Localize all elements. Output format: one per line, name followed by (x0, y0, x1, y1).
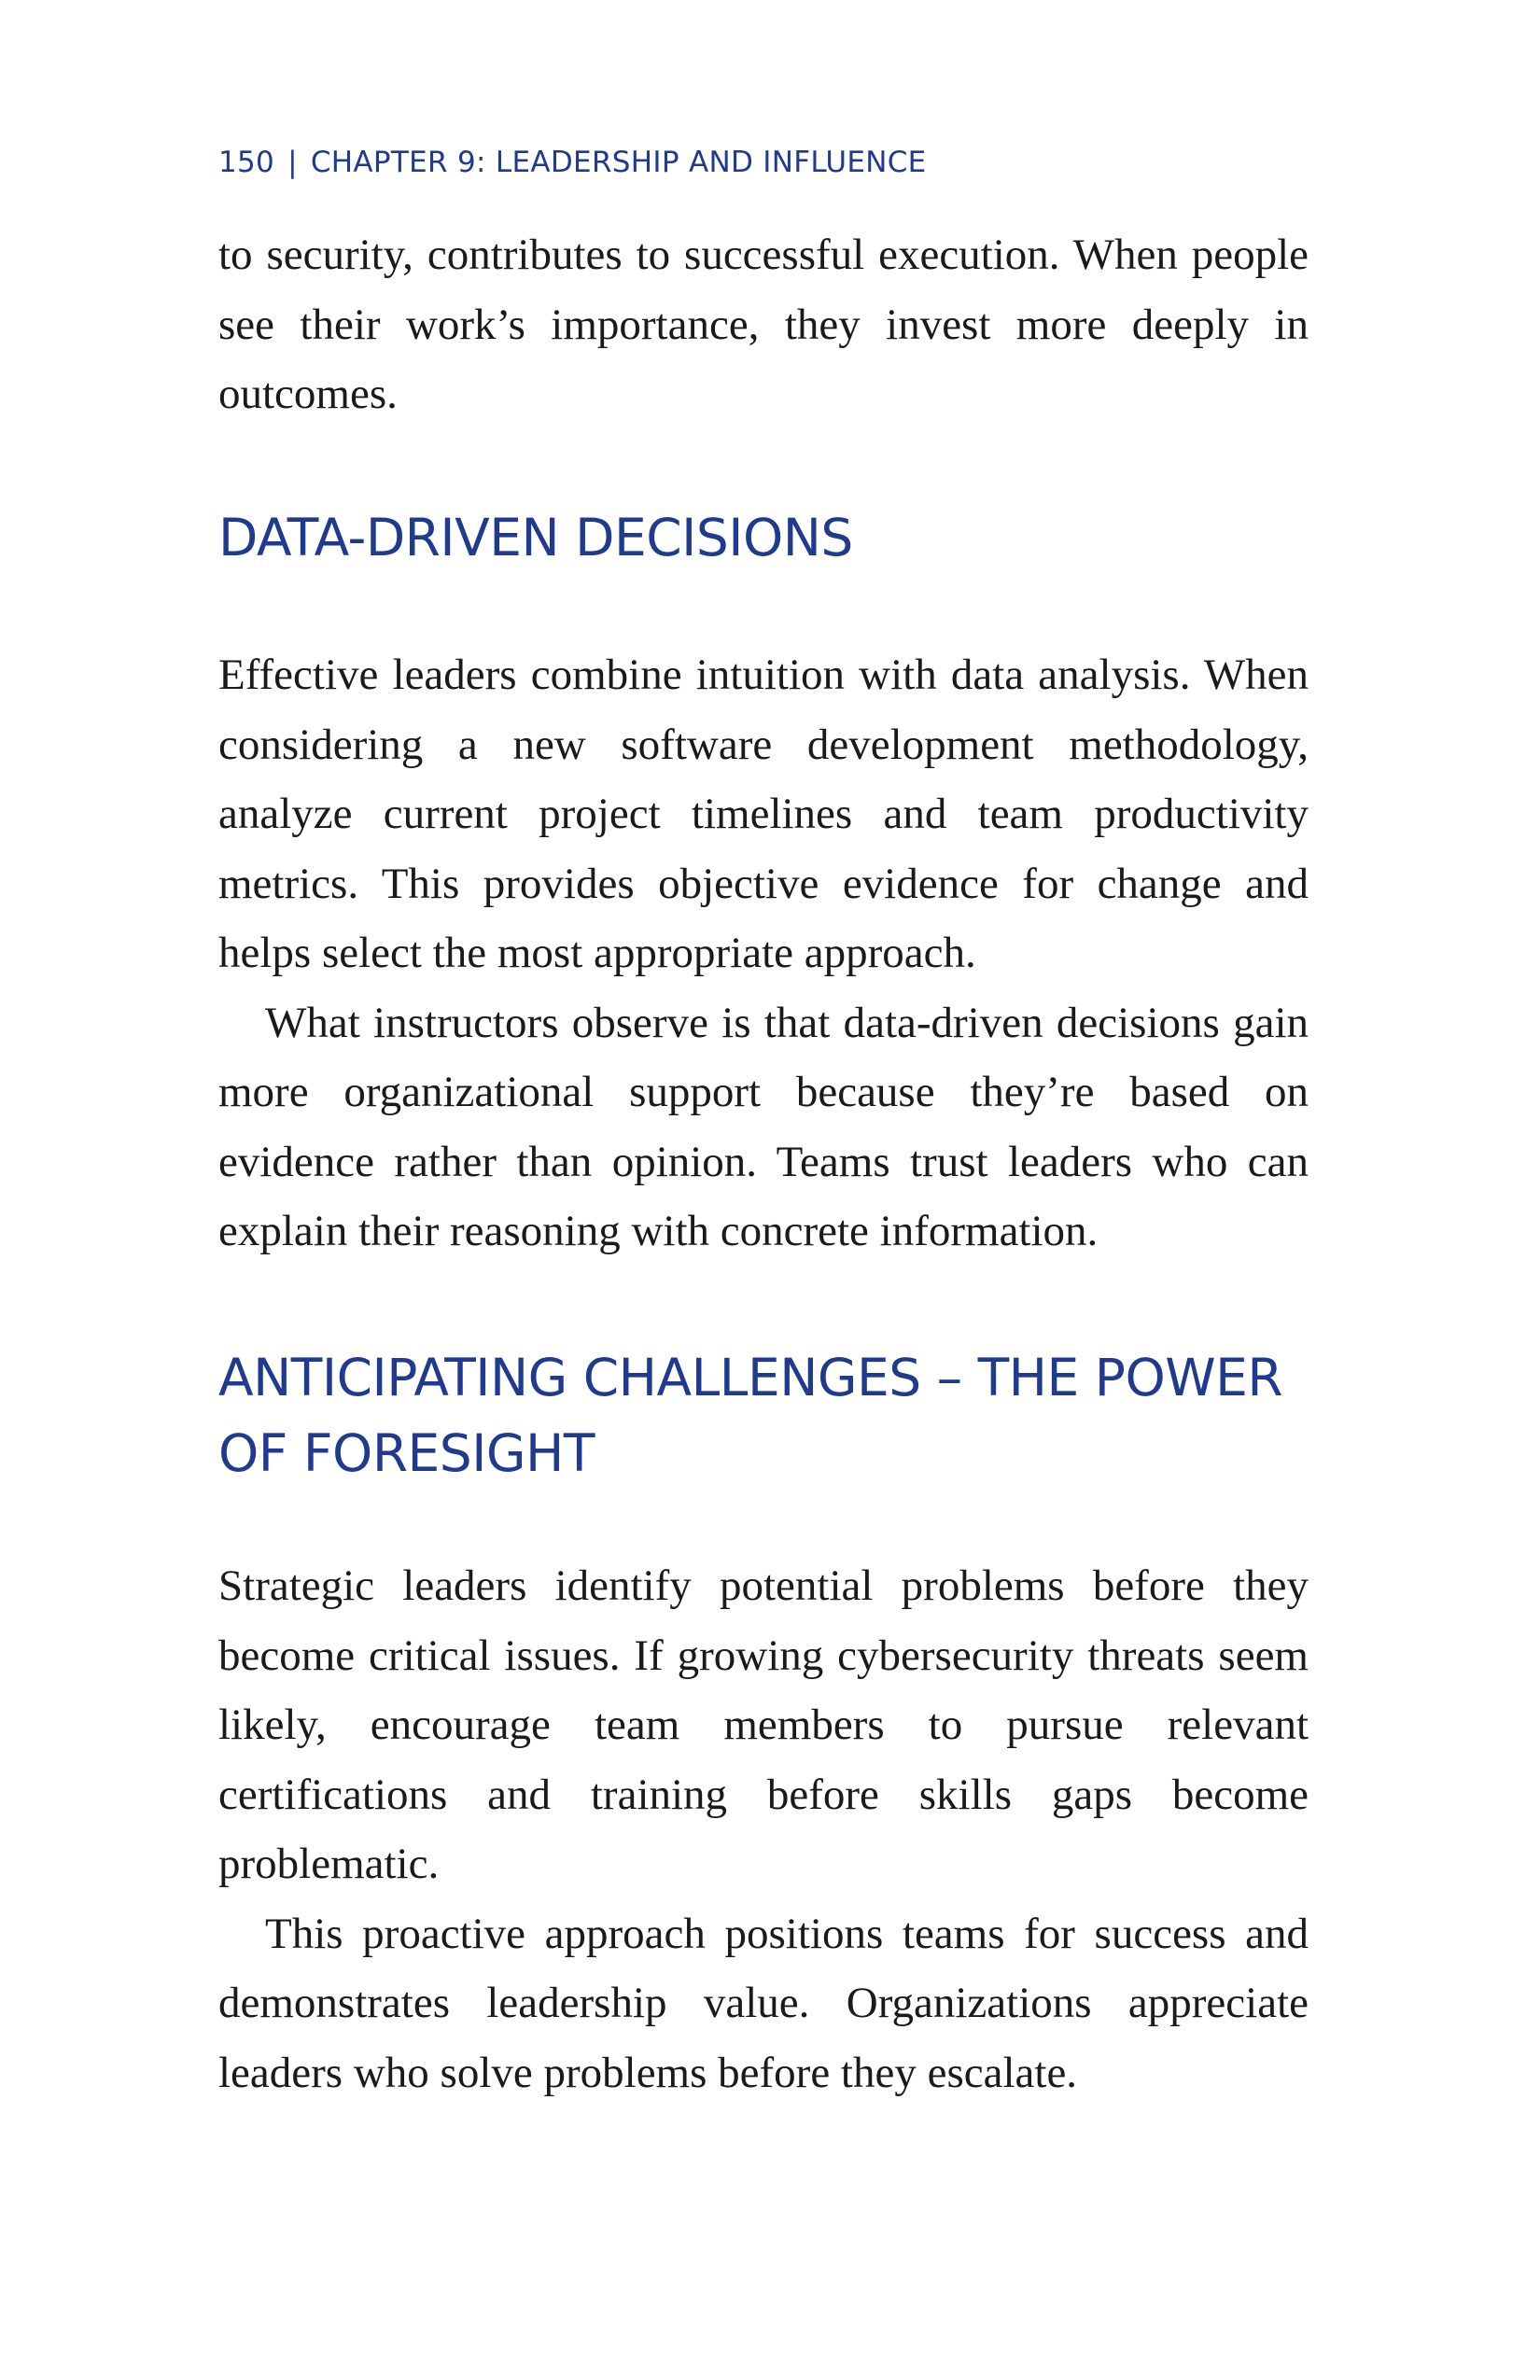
body-paragraph: Strategic leaders identify potential problems before they become critical issues. If growing cybersecurity threats seem likely, encourage team members to pursue relevant certifications and training before skills gaps become problematic. (218, 1561, 1309, 1888)
intro-paragraph: to security, contributes to successful execution. When people see their work’s importance, they invest more deeply in outcomes. (218, 231, 1309, 418)
section-data-driven-body (218, 640, 1309, 1267)
page-number: 150 (218, 146, 275, 179)
chapter-title: CHAPTER 9: LEADERSHIP AND INFLUENCE (310, 146, 927, 179)
section-heading: ANTICIPATING CHALLENGES – THE POWER OF FORESIGHT (218, 1348, 1283, 1483)
body-paragraph: What instructors observe is that data-driven decisions gain more organizational support because they’re based on evidence rather than opinion. Teams trust leaders who can explain their reasoning with concrete information. (218, 998, 1309, 1255)
section-anticipating-body (218, 1551, 1309, 2107)
body-paragraph: Effective leaders combine intuition with data analysis. When considering a new software development methodology, analyze current project timelines and team productivity metrics. This provides objective evidence for change and helps select the most appropriate approach. (218, 651, 1309, 977)
section-data-driven (218, 500, 1309, 576)
body-paragraph: This proactive approach positions teams for success and demonstrates leadership value. Organizations appreciate leaders who solve problems before they escalate. (218, 1909, 1309, 2097)
header-separator: | (287, 146, 298, 179)
section-anticipating (218, 1340, 1309, 1491)
running-head (218, 146, 927, 179)
section-heading: DATA-DRIVEN DECISIONS (218, 508, 853, 567)
intro-block (218, 220, 1309, 429)
